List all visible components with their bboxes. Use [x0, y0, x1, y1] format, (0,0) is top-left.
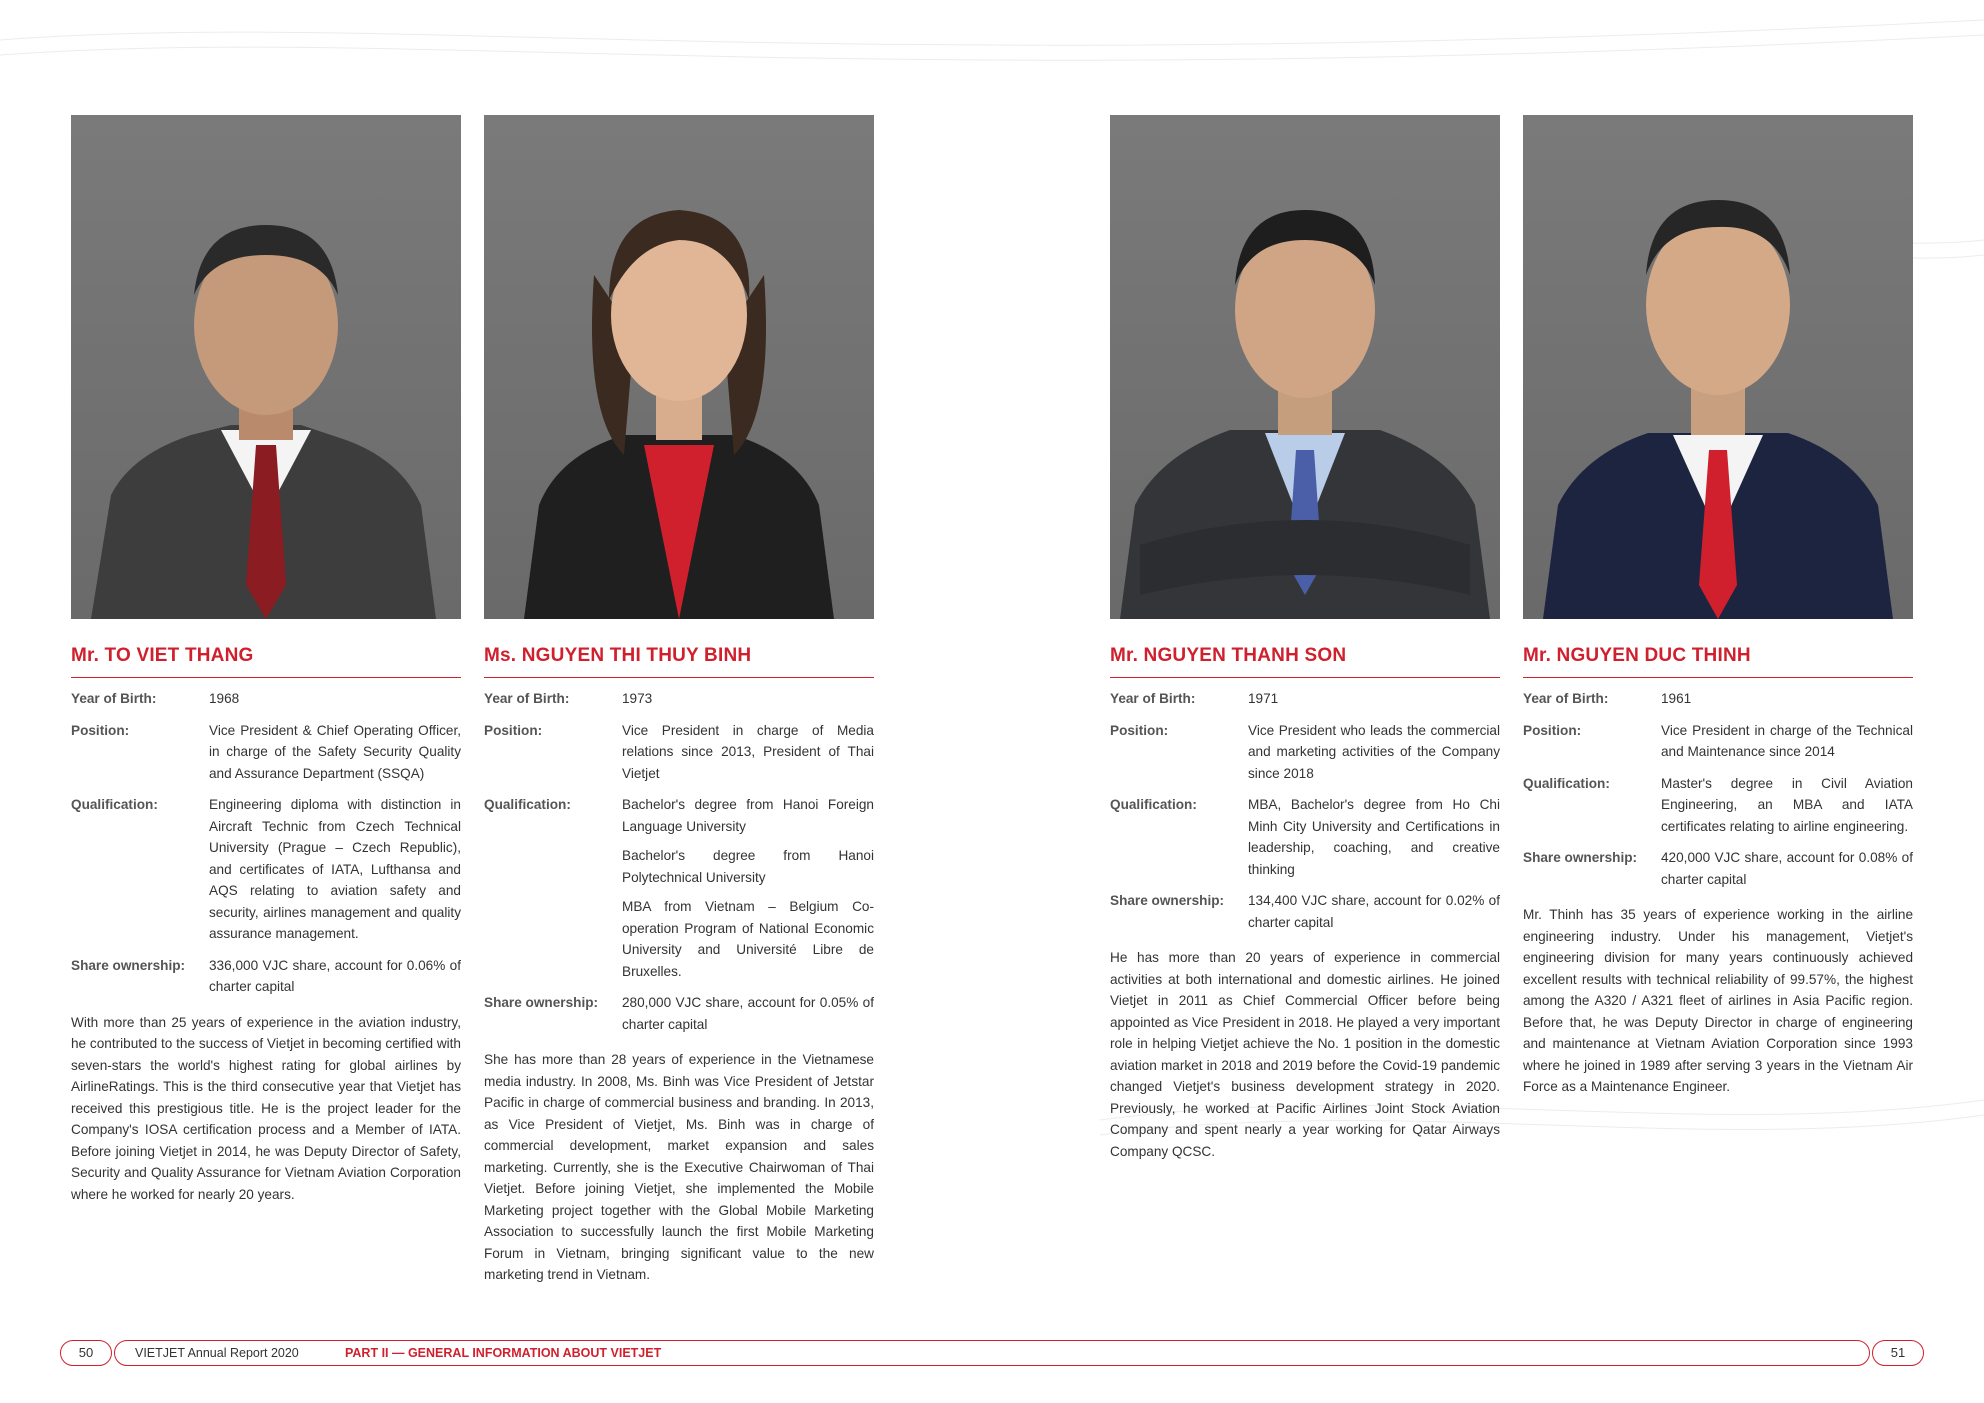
- share-row: [71, 955, 461, 998]
- profile-bio: He has more than 20 years of experience in commercial activities at both international and domestic airlines. He joined Vietjet in 2011 as Chief Commercial Officer before being appointed as Vice President in 2018. He played a very important role in helping Vietjet achieve the No. 1 position in the domestic aviation market in 2018 and 2019 before the Covid-19 pandemic changed Vietjet's business development strategy in 2020. Previously, he worked at Pacific Airlines Joint Stock Aviation Company and spent nearly a year working for Qatar Airways Company QCSC.: [1110, 950, 1500, 1159]
- qualification-item: MBA, Bachelor's degree from Ho Chi Minh City University and Certifications in leadership, coaching, and creative thinking: [1248, 797, 1500, 877]
- portrait-photo: [1523, 115, 1913, 619]
- position-row: [71, 720, 461, 785]
- report-title: VIETJET Annual Report 2020: [135, 1346, 299, 1360]
- profile-to-viet-thang: [71, 115, 461, 1205]
- qualification-item: Bachelor's degree from Hanoi Foreign Language University: [622, 797, 874, 834]
- qualification-value: [622, 794, 874, 982]
- profile-bio: She has more than 28 years of experience in the Vietnamese media industry. In 2008, Ms. Binh was Vice President of Jetstar Pacific in charge of commercial business and branding. In 2013, as Vice President of Vietjet, Ms. Binh was in charge of commercial development, market expansion and sales marketing. Currently, she is the Executive Chairwoman of Thai Vietjet. Before joining Vietjet, she implemented the Mobile Marketing project together with the Global Mobile Marketing Association to successfully launch the first Mobile Marketing Forum in Vietnam, bringing significant value to the new marketing trend in Vietnam.: [484, 1052, 874, 1282]
- year-label: Year of Birth:: [1523, 691, 1609, 706]
- share-label: Share ownership:: [1523, 850, 1638, 865]
- page-number-right: 51: [1872, 1340, 1924, 1366]
- profile-bio: Mr. Thinh has 35 years of experience working in the airline engineering industry. Under his management, Vietjet's engineering division for many years continuously achieved excellent results with technical reliability of 99.57%, the highest among the A320 / A321 fleet of airlines in Asia Pacific region. Before that, he was Deputy Director in charge of engineering and maintenance at Vietnam Aviation Corporation since 1993 where he joined in 1989 after serving 3 years in the Vietnam Air Force as a Maintenance Engineer.: [1523, 907, 1913, 1094]
- profile-nguyen-thi-thuy-binh: [484, 115, 874, 1286]
- qualification-label: Qualification:: [1523, 775, 1610, 791]
- position-value: Vice President in charge of the Technical and Maintenance since 2014: [1661, 722, 1913, 759]
- qualification-label: Qualification:: [1110, 797, 1197, 812]
- profile-name: Mr. NGUYEN DUC THINH: [1523, 645, 1913, 678]
- share-row: [1110, 890, 1500, 933]
- share-row: [484, 992, 874, 1035]
- qualification-label: Qualification:: [484, 797, 571, 812]
- qualification-item: Engineering diploma with distinction in Aircraft Technic from Czech Technical University (Prague – Czech Republic), and certificates of IATA, Lufthansa and AQS relating to aviation safety and security, airlines management and quality assurance management.: [209, 797, 461, 941]
- year-row: [1110, 688, 1500, 710]
- qualification-row: [1110, 794, 1500, 880]
- footer-bar: [114, 1340, 1870, 1366]
- profile-nguyen-duc-thinh: [1523, 115, 1913, 1098]
- share-value: 336,000 VJC share, account for 0.06% of charter capital: [209, 957, 461, 994]
- year-value: 1961: [1661, 691, 1692, 706]
- qualification-row: [484, 794, 874, 982]
- position-row: [1110, 720, 1500, 785]
- qualification-row: [71, 794, 461, 945]
- qualification-item: MBA from Vietnam – Belgium Co-operation Program of National Economic University and Université Libre de Bruxelles.: [622, 899, 874, 979]
- position-value: Vice President & Chief Operating Officer, in charge of the Safety Security Quality and Assurance Department (SSQA): [209, 722, 461, 781]
- profile-nguyen-thanh-son: [1110, 115, 1500, 1162]
- profile-name: Mr. NGUYEN THANH SON: [1110, 645, 1500, 678]
- portrait-photo: [1110, 115, 1500, 619]
- year-row: [71, 688, 461, 710]
- qualification-value: [209, 794, 461, 945]
- year-value: 1973: [622, 691, 653, 706]
- position-value: Vice President who leads the commercial and marketing activities of the Company since 2018: [1248, 722, 1500, 781]
- position-label: Position:: [71, 722, 130, 738]
- year-row: [484, 688, 874, 710]
- position-label: Position:: [1110, 722, 1169, 738]
- year-value: 1971: [1248, 691, 1279, 706]
- year-label: Year of Birth:: [484, 691, 570, 706]
- share-value: 280,000 VJC share, account for 0.05% of charter capital: [622, 995, 874, 1032]
- year-row: [1523, 688, 1913, 710]
- position-label: Position:: [1523, 722, 1582, 738]
- portrait-figure: [71, 115, 461, 619]
- position-label: Position:: [484, 722, 543, 738]
- portrait-figure: [484, 115, 874, 619]
- share-label: Share ownership:: [484, 995, 599, 1010]
- profile-bio: With more than 25 years of experience in the aviation industry, he contributed to the success of Vietjet in becoming certified with seven-stars the world's highest rating for global airlines by AirlineRatings. This is the third consecutive year that Vietjet has received this prestigious title. He is the project leader for the Company's IOSA certification process and a Member of IATA. Before joining Vietjet in 2014, he was Deputy Director of Safety, Security and Quality Assurance for Vietnam Aviation Corporation where he worked for nearly 20 years.: [71, 1014, 461, 1202]
- year-label: Year of Birth:: [71, 691, 157, 706]
- portrait-figure: [1110, 115, 1500, 619]
- qualification-item: Bachelor's degree from Hanoi Polytechnical University: [622, 848, 874, 885]
- profile-name: Ms. NGUYEN THI THUY BINH: [484, 645, 874, 678]
- share-value: 420,000 VJC share, account for 0.08% of charter capital: [1661, 850, 1913, 887]
- qualification-row: [1523, 773, 1913, 838]
- year-value: 1968: [209, 691, 240, 706]
- portrait-figure: [1523, 115, 1913, 619]
- qualification-label: Qualification:: [71, 797, 158, 812]
- year-label: Year of Birth:: [1110, 691, 1196, 706]
- section-title: PART II — GENERAL INFORMATION ABOUT VIETJET: [345, 1346, 662, 1360]
- position-value: Vice President in charge of Media relations since 2013, President of Thai Vietjet: [622, 722, 874, 781]
- position-row: [1523, 720, 1913, 763]
- qualification-item: Master's degree in Civil Aviation Engineering, an MBA and IATA certificates relating to airline engineering.: [1661, 775, 1913, 834]
- share-label: Share ownership:: [71, 957, 186, 973]
- portrait-photo: [484, 115, 874, 619]
- position-row: [484, 720, 874, 785]
- share-row: [1523, 847, 1913, 890]
- profile-name: Mr. TO VIET THANG: [71, 645, 461, 678]
- share-value: 134,400 VJC share, account for 0.02% of charter capital: [1248, 893, 1500, 930]
- portrait-photo: [71, 115, 461, 619]
- qualification-value: [1661, 773, 1913, 838]
- page-number-left: 50: [60, 1340, 112, 1366]
- qualification-value: [1248, 794, 1500, 880]
- share-label: Share ownership:: [1110, 893, 1225, 908]
- page-footer: [60, 1340, 1924, 1366]
